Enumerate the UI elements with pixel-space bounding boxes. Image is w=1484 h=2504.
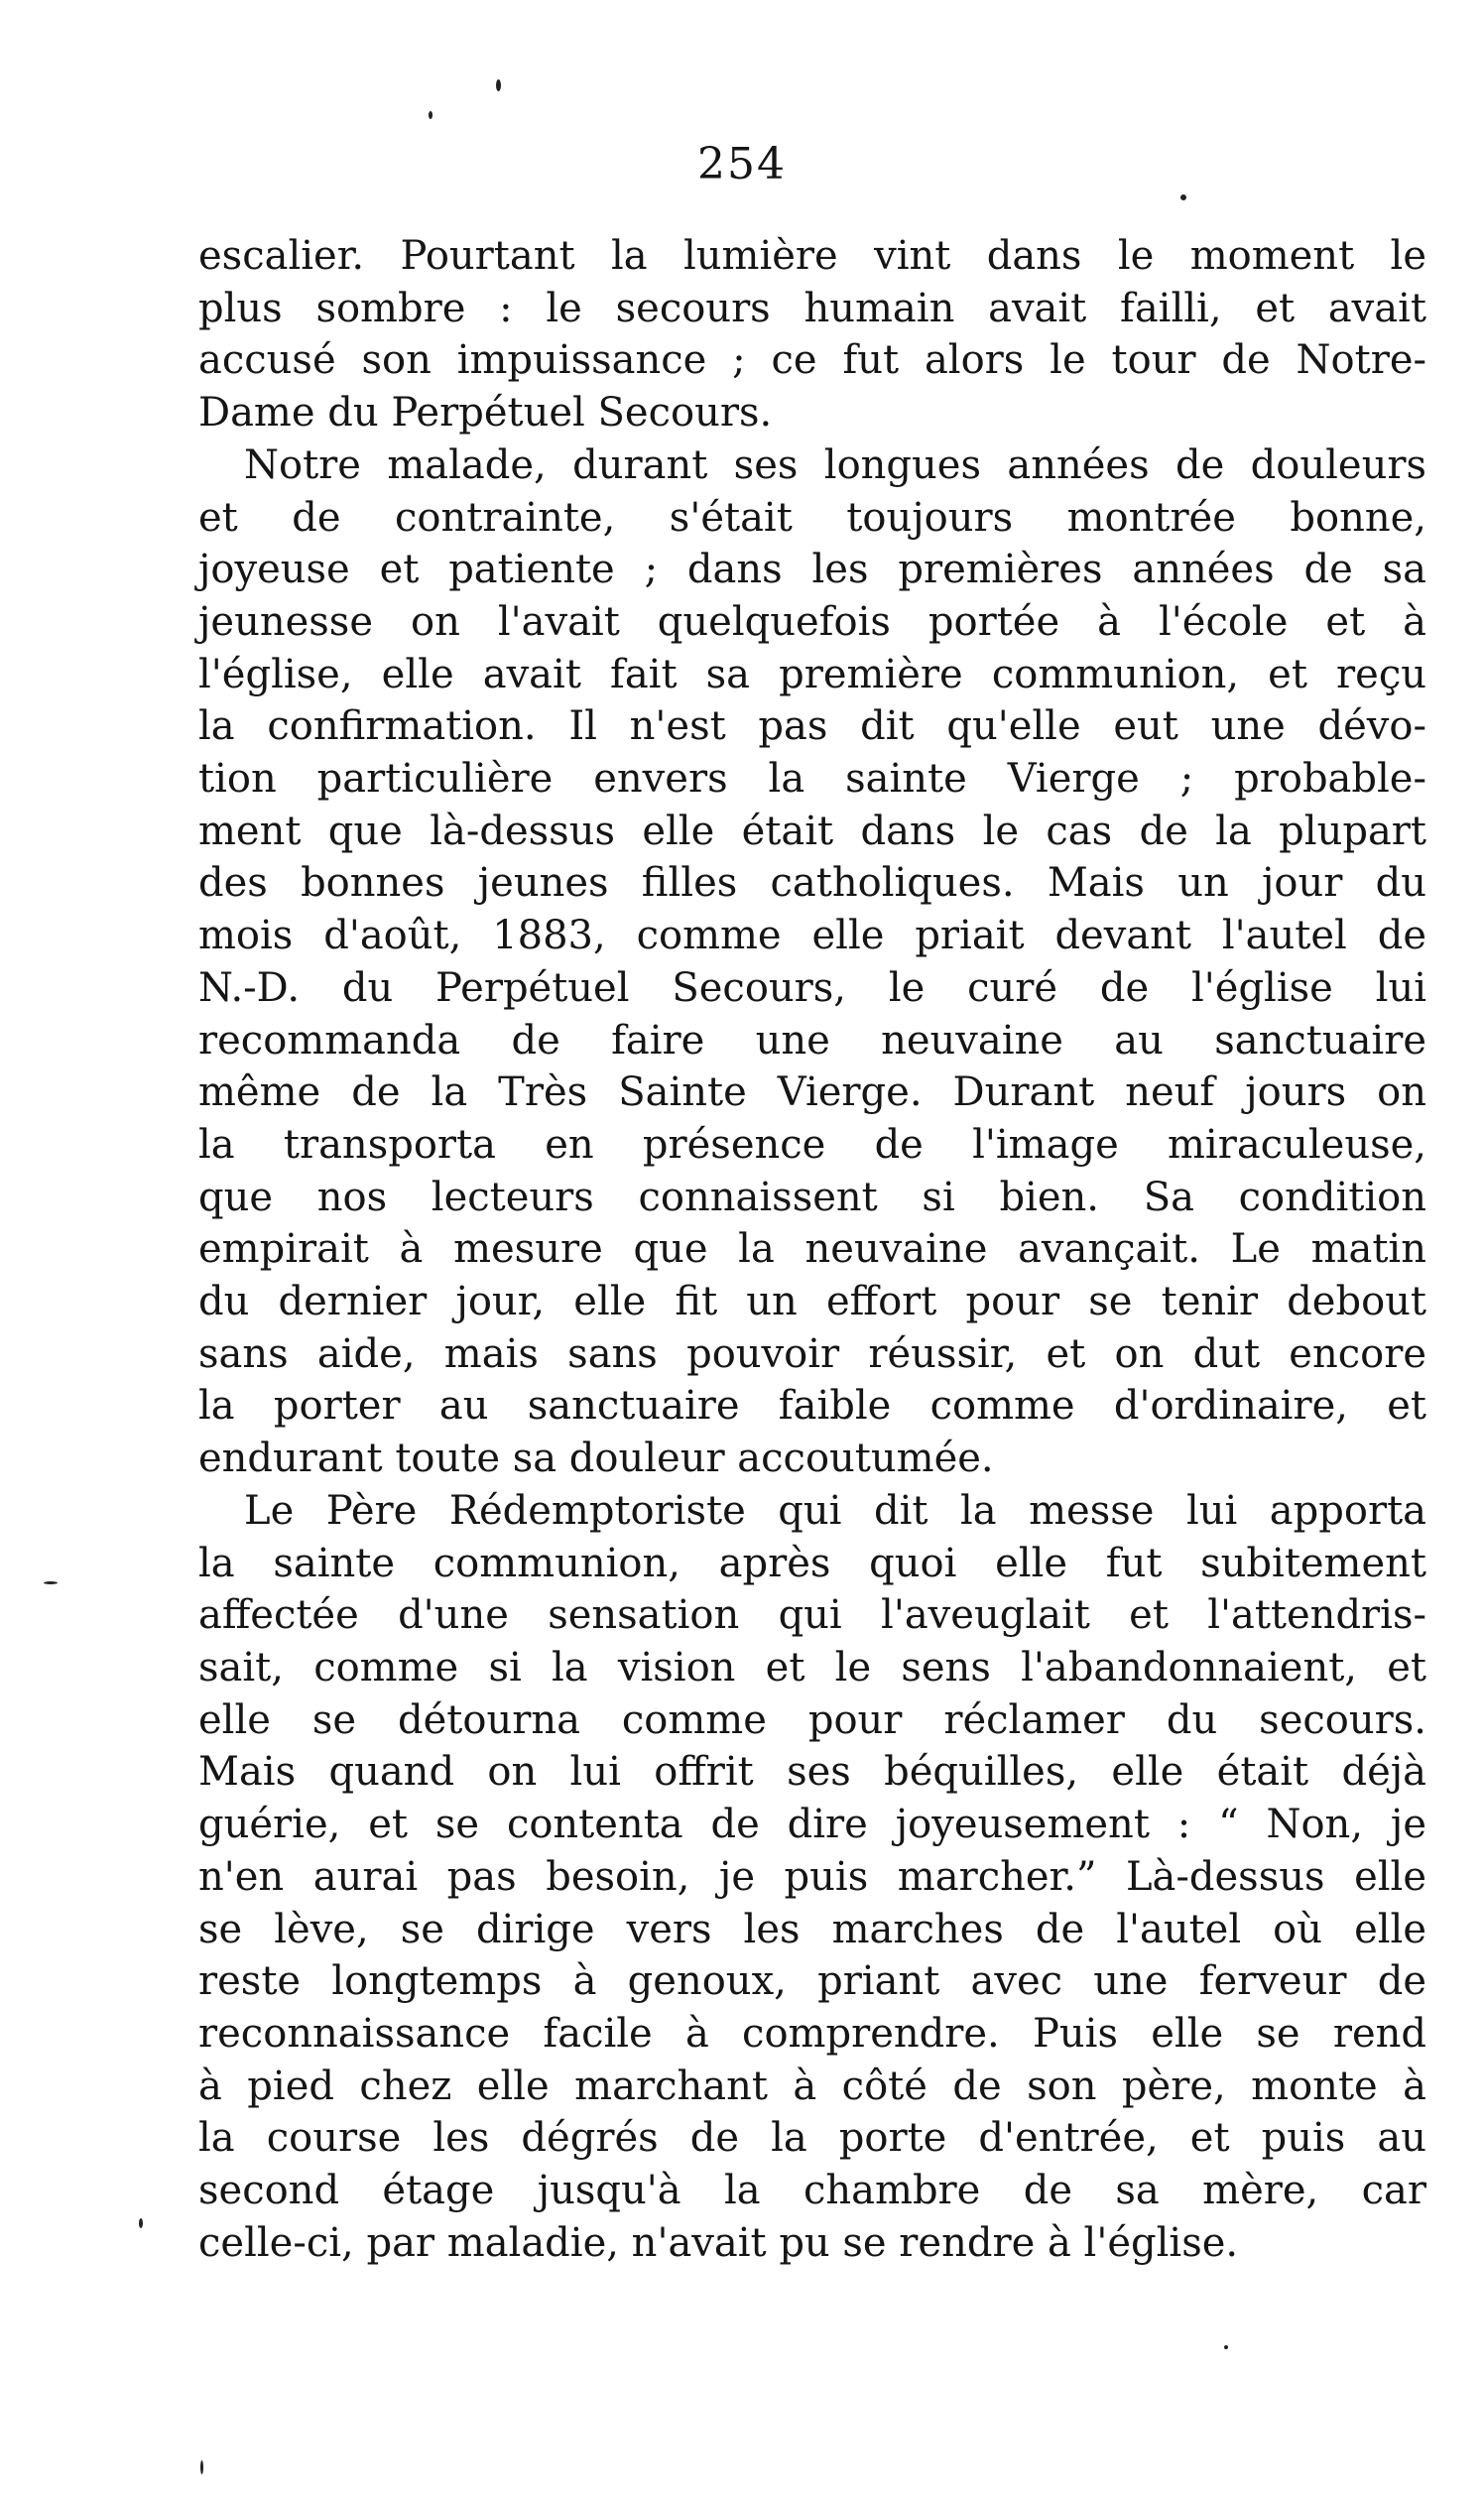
text-line: reconnaissance facile à comprendre. Puis elle se rend [198,2010,1426,2057]
text-line: plus sombre : le secours humain avait failli, et avait [198,285,1426,331]
text-line: guérie, et se contenta de dire joyeusement : “ Non, je [198,1802,1426,1848]
text-line: du dernier jour, elle fit un effort pour se tenir debout [198,1279,1426,1325]
scan-speck [496,79,501,91]
text-line: la course les dégrés de la porte d'entrée, et puis au [198,2115,1426,2162]
text-line: joyeuse et patiente ; dans les premières années de sa [198,547,1426,593]
text-line: tion particulière envers la sainte Vierge ; probable- [198,756,1426,803]
text-line: empirait à mesure que la neuvaine avançait. Le matin [198,1226,1426,1273]
scan-speck [1180,194,1186,200]
text-line: n'en aurai pas besoin, je puis marcher.” Là-dessus elle [198,1853,1426,1900]
text-line: recommanda de faire une neuvaine au sanctuaire [198,1017,1426,1064]
text-line: accusé son impuissance ; ce fut alors le tour de Notre- [198,337,1426,384]
text-line: que nos lecteurs connaissent si bien. Sa condition [198,1174,1426,1220]
text-line: Mais quand on lui offrit ses béquilles, elle était déjà [198,1749,1426,1796]
text-line: même de la Très Sainte Vierge. Durant neuf jours on [198,1069,1426,1116]
text-line: sait, comme si la vision et le sens l'abandonnaient, et [198,1644,1426,1690]
paragraph-3 [198,1485,1426,2270]
text-line: Dame du Perpétuel Secours. [198,390,773,437]
text-line: ment que là-dessus elle était dans le cas de la plupart [198,808,1426,854]
text-line: sans aide, mais sans pouvoir réussir, et on dut encore [198,1330,1426,1377]
text-line: mois d'août, 1883, comme elle priait devant l'autel de [198,913,1426,959]
text-line: reste longtemps à genoux, priant avec une ferveur de [198,1958,1426,2005]
text-line: elle se détourna comme pour réclamer du secours. [198,1696,1426,1743]
text-line: la confirmation. Il n'est pas dit qu'elle eut une dévo- [198,703,1426,750]
text-line: se lève, se dirige vers les marches de l'autel où elle [198,1906,1426,1952]
text-line: celle-ci, par maladie, n'avait pu se rendre à l'église. [198,2219,1239,2266]
scan-speck [429,111,433,119]
text-line: Notre malade, durant ses longues années de douleurs [244,441,1426,488]
text-line: à pied chez elle marchant à côté de son père, monte à [198,2063,1426,2109]
text-line: endurant toute sa douleur accoutumée. [198,1436,994,1482]
paragraph-2 [198,439,1426,1485]
text-line: l'église, elle avait fait sa première communion, et reçu [198,651,1426,697]
text-line: second étage jusqu'à la chambre de sa mère, car [198,2168,1426,2214]
text-line: la sainte communion, après quoi elle fut subitement [198,1540,1426,1586]
text-line: Le Père Rédemptoriste qui dit la messe lui apporta [244,1487,1426,1534]
scan-speck [44,1581,58,1584]
text-line: des bonnes jeunes filles catholiques. Mais un jour du [198,860,1426,907]
page-number: 254 [697,139,787,189]
scan-speck [1224,2345,1228,2349]
text-line: jeunesse on l'avait quelquefois portée à l'école et à [198,598,1426,645]
paragraph-1 [198,230,1426,439]
body-text [198,230,1426,2269]
text-line: la transporta en présence de l'image miraculeuse, [198,1121,1426,1168]
text-line: affectée d'une sensation qui l'aveuglait et l'attendris- [198,1592,1426,1639]
text-line: N.-D. du Perpétuel Secours, le curé de l'église lui [198,964,1426,1011]
text-line: la porter au sanctuaire faible comme d'ordinaire, et [198,1383,1426,1430]
scan-speck [139,2218,143,2228]
text-line: escalier. Pourtant la lumière vint dans le moment le [198,233,1426,279]
scan-speck [200,2460,203,2474]
text-line: et de contrainte, s'était toujours montrée bonne, [198,494,1426,541]
